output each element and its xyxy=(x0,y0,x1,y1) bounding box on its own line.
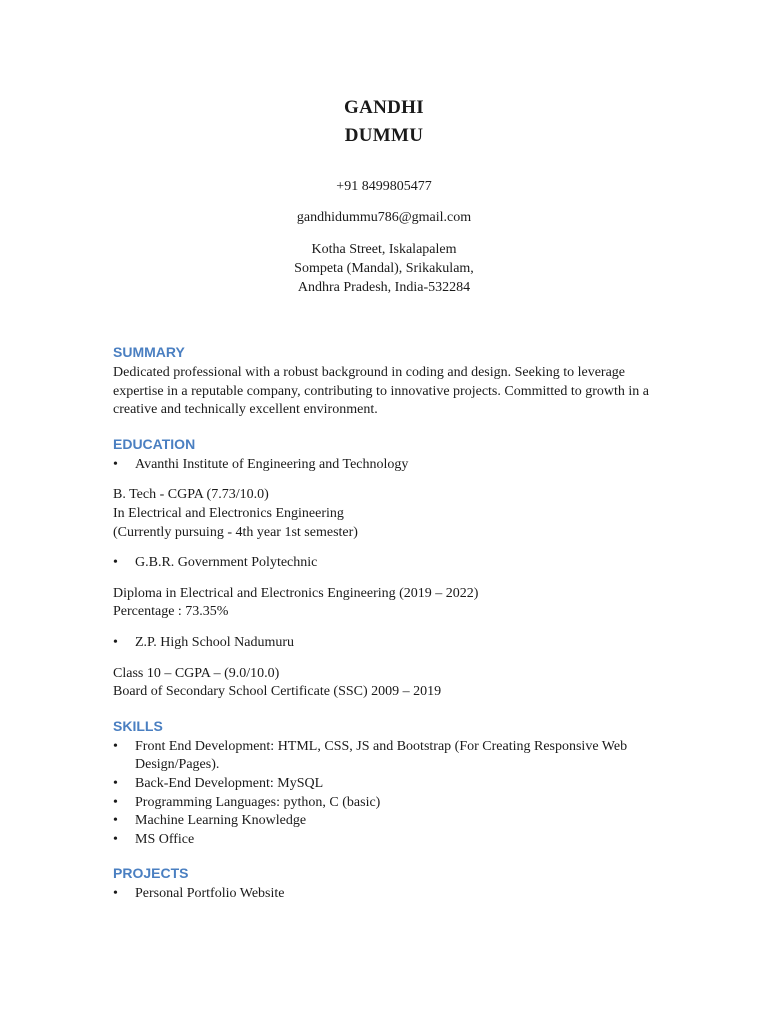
last-name: DUMMU xyxy=(344,125,424,146)
bullet-icon: • xyxy=(113,794,118,810)
education-detail-line: Diploma in Electrical and Electronics Engineering (2019 – 2022) xyxy=(113,585,479,601)
education-institution: • Z.P. High School Nadumuru xyxy=(113,634,658,653)
projects-list xyxy=(113,885,658,904)
education-institution: • G.B.R. Government Polytechnic xyxy=(113,554,658,573)
summary-text xyxy=(113,364,658,420)
bullet-icon: • xyxy=(113,831,118,847)
first-name: GANDHI xyxy=(344,97,424,118)
bullet-icon: • xyxy=(113,456,118,472)
skills-list xyxy=(113,738,658,850)
education-details xyxy=(113,486,658,542)
education-detail-line: Percentage : 73.35% xyxy=(113,604,229,620)
email-address: gandhidummu786@gmail.com xyxy=(296,210,472,225)
bullet-icon: • xyxy=(113,886,118,902)
resume-body xyxy=(113,343,658,904)
bullet-icon: • xyxy=(113,555,118,571)
education-entry xyxy=(113,554,658,573)
projects-heading: PROJECTS xyxy=(113,865,189,882)
bullet-icon: • xyxy=(113,738,118,754)
skill-item: • MS Office xyxy=(113,831,658,850)
summary-heading: SUMMARY xyxy=(113,344,185,360)
education-details xyxy=(113,585,658,622)
skill-item: • Programming Languages: python, C (basic) xyxy=(113,794,658,813)
education-institution: • Avanthi Institute of Engineering and Technology xyxy=(113,456,658,475)
skill-item: • Back-End Development: MySQL xyxy=(113,775,658,794)
bullet-icon: • xyxy=(113,634,118,650)
address-line: Kotha Street, Iskalapalem xyxy=(311,242,457,257)
education-detail-line: In Electrical and Electronics Engineering xyxy=(113,505,344,521)
postal-address xyxy=(0,240,768,297)
education-detail-line: B. Tech - CGPA (7.73/10.0) xyxy=(113,487,269,503)
education-details xyxy=(113,665,658,702)
education-entry xyxy=(113,634,658,653)
skill-item: • Front End Development: HTML, CSS, JS and Bootstrap (For Creating Responsive Web Design/Pages). xyxy=(113,738,628,773)
candidate-name xyxy=(0,94,768,150)
summary-line: creative and technically excellent environment. xyxy=(113,402,378,418)
skill-item: • Machine Learning Knowledge xyxy=(113,812,658,831)
address-line: Sompeta (Mandal), Srikakulam, xyxy=(294,261,474,276)
bullet-icon: • xyxy=(113,775,118,791)
education-detail-line: Class 10 – CGPA – (9.0/10.0) xyxy=(113,665,280,681)
education-heading: EDUCATION xyxy=(113,435,196,452)
bullet-icon: • xyxy=(113,813,118,829)
address-line: Andhra Pradesh, India-532284 xyxy=(297,280,471,295)
education-detail-line: Board of Secondary School Certificate (SSC) 2009 – 2019 xyxy=(113,684,442,700)
skills-heading: SKILLS xyxy=(113,717,163,734)
education-detail-line: (Currently pursuing - 4th year 1st semester) xyxy=(113,524,358,540)
summary-line: expertise in a reputable company, contributing to innovative projects. Committed to growth in a xyxy=(113,383,650,399)
phone-number: +91 8499805477 xyxy=(336,179,432,194)
summary-line: Dedicated professional with a robust background in coding and design. Seeking to leverage xyxy=(113,365,626,380)
education-entry xyxy=(113,456,658,475)
project-item: • Personal Portfolio Website xyxy=(113,885,658,904)
